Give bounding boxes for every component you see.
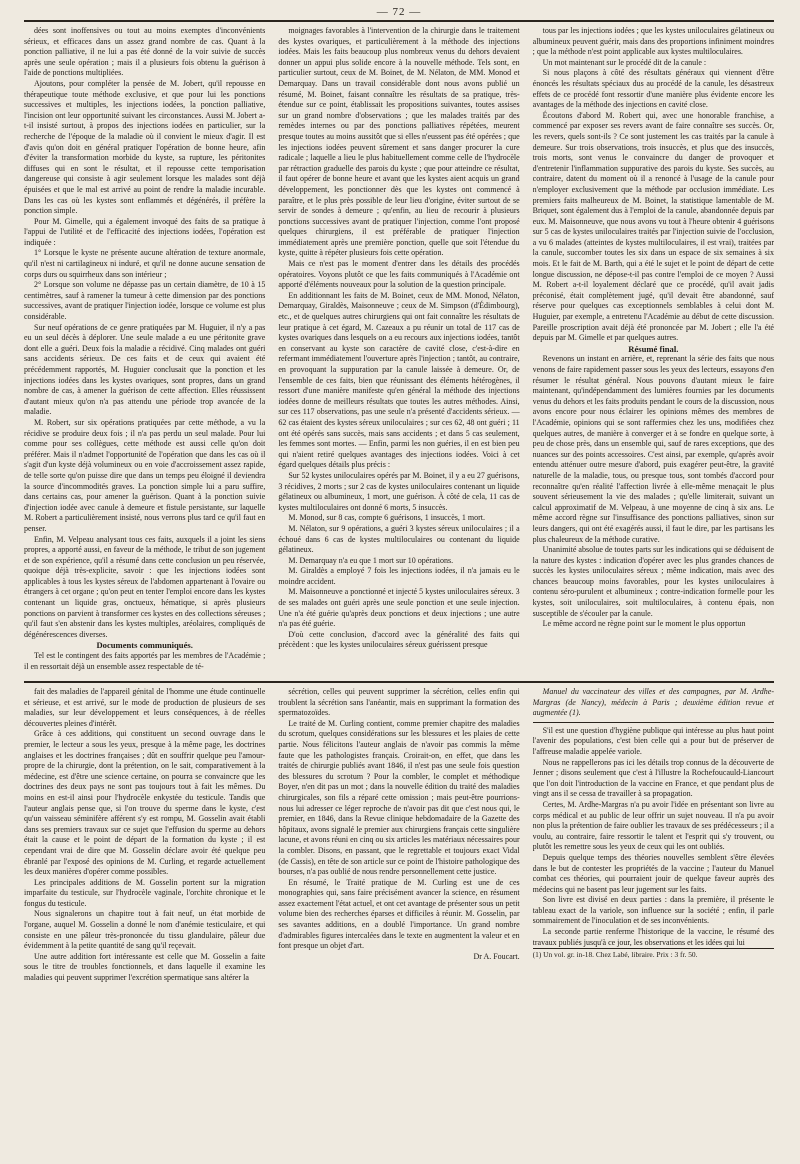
paragraph: Unanimité absolue de toutes parts sur les indications qui se déduisent de la nature des kystes : indication d'opérer avec les plus grandes chances de succès les kystes uniloculaires séreux ; même indication, mais avec des chances beaucoup moins favorables, pour les kystes uniloculaires à contenu séro-purulent et albumineux ; contre-indication formelle pour les kystes, soit uniloculaires, soit multiloculaires, à contenu épais, non susceptible de s'écouler par la canule. bbox=[532, 545, 774, 618]
paragraph: fait des maladies de l'appareil génital de l'homme une étude continuelle et sérieuse, et est arrivé, sur le mode de production de plusieurs de ses maladies, sur leur développement et leurs conséquences, à de réelles découvertes pleines d'intérêt. bbox=[24, 687, 266, 728]
paragraph: En résumé, le Traité pratique de M. Curling est une de ces monographies qui, sans faire précisément avancer la science, en résument assez exactement l'état actuel, et ont cet avantage de présenter sous un petit volume bien des recherches éparses et difficiles à réunir. M. Gosselin, par ses savantes additions, en a doublé l'importance. Un grand nombre d'admirables figures intercalées dans le texte en augmentent la valeur et en font presque un objet d'art. bbox=[278, 877, 520, 951]
paragraph: sécrétion, celles qui peuvent supprimer la sécrétion, celles enfin qui troublent la sécrétion sans l'anéantir, mais en supprimant la formation des spermatozoïdes. bbox=[278, 687, 520, 718]
bottom-column-3 bbox=[533, 687, 774, 1157]
paragraph: tous par les injections iodées ; que les kystes uniloculaires gélatineux ou albumineux peuvent guérir, mais dans des proportions infiniment moindres ; que la méthode n'est point applicable aux kystes multiloculaires. bbox=[532, 26, 774, 57]
paragraph: Écoutons d'abord M. Robert qui, avec une honorable franchise, a commencé par exposer ses revers avant de faire connaître ses succès. Or, les revers, quels sont-ils ? Ce sont justement les cas traités par la canule à demeure. Sur trois observations, trois insuccès, et plus que des insuccès, trois morts, sont venus le convaincre du danger de provoquer et d'entretenir l'inflammation suppurative des parois du kyste. Ses succès, au contraire, datent du moment où il a renoncé à l'usage de la canule pour n'employer exclusivement que la méthode par occlusion immédiate. Les premiers faits malheureux de M. Boinet, la statistique lamentable de M. Briquet, sont également dus à l'emploi de la canule, abandonnée depuis par eux. M. Maisonneuve, que nous avons vu tout à l'heure obtenir 4 guérisons sur 5 cas de kystes uniloculaires traités par l'injection suivie de l'occlusion, a vu 6 malades (atteintes de kystes multiloculaires, il est vrai), traitées par la canule, succomber toutes les six dans un espace de six semaines à six mois. Et le fait de M. Barth, qui a été le sujet et le point de départ de cette longue discussion, ne dépose-t-il pas contre l'emploi de ce moyen ? Aussi M. Robert a-t-il loyalement déclaré que ce procédé, qu'il avait jadis préconisé, était complètement jugé, qu'il devait être abandonné, sauf réserve pour quelques cas exceptionnels semblables à celui dont M. Huguier, par exemple, a entretenu l'Académie au début de cette discussion. Pareille proscription avait déjà été prononcée par M. Jobert ; elle l'a été depuis par M. Gimelle et par quelques autres. bbox=[532, 110, 774, 343]
paragraph: M. Maisonneuve a ponctionné et injecté 5 kystes uniloculaires séreux. 3 de ses malades ont guéri après une seule ponction et une seule injection. Une n'a été guérie qu'après deux ponctions et deux injections ; une autre n'a pas été guérie. bbox=[278, 587, 520, 629]
paragraph: Mais ce n'est pas le moment d'entrer dans les détails des procédés opératoires. Voyons plutôt ce que les faits communiqués à l'Académie ont apporté d'éléments nouveaux pour la solution de la question principale. bbox=[278, 259, 520, 290]
top-column-1 bbox=[24, 26, 265, 679]
paragraph: Le traité de M. Curling contient, comme premier chapitre des maladies du scrotum, quelques considérations sur les blessures et les plaies de cette partie. Nous félicitons l'auteur anglais de n'avoir pas commis la même faute que les pathologistes français. Croirait-on, en effet, que dans les traités de chirurgie publiés avant 1846, il n'est pas une seule fois question des blessures du scrotum ? Pour la combler, le complet et méthodique Boyer, n'en dit pas un mot ; dans la nouvelle édition du traité des maladies chirurgicales, son fils a réparé cette omission ; mais peut-être pourrions-nous lui adresser ce léger reproche de n'avoir pas dit que c'est nous qui, le premier, en 1846, dans la Revue clinique hebdomadaire de la Gazette des hôpitaux, avons signalé le premier aux chirurgiens français cette singulière lacune, et avons réuni en cinq ou six articles les matériaux nécessaires pour la combler. Disons, en passant, que le regrettable et toujours exact Vidal (de Cassis), en tête de son article sur ce point de l'histoire pathologique des bourses, n'a pas oublié de nous rendre personnellement cette justice. bbox=[278, 718, 520, 877]
section-rule bbox=[24, 681, 774, 683]
paragraph: Pour M. Gimelle, qui a également invoqué des faits de sa pratique à l'appui de l'utilité et de l'efficacité des injections iodées, l'opération est indiquée : bbox=[24, 216, 266, 247]
paragraph: Tel est le contingent des faits apportés par les membres de l'Académie ; il en ressortait déjà un ensemble assez respectable de té- bbox=[24, 651, 266, 671]
paragraph: Ajoutons, pour compléter la pensée de M. Jobert, qu'il repousse en thérapeutique toute méthode exclusive, et que pour lui les ponctions successives et multiples, les injections iodées, la ponction palliative, l'incision ont leur opportunité suivant les circonstances. Aussi M. Jobert a-t-il insisté surtout, à propos des injections iodées en particulier, sur la recherche de l'époque de la maladie où il convient le mieux d'agir. Il est d'avis qu'on doit en général pratiquer l'opération de bonne heure, afin d'éviter la transformation morbide du kyste, sa rupture, les péritonites diffuses qui en sont le résultat, et il repousse cette temporisation dangereuse qui consiste à agir seulement lorsque les malades sont déjà épuisées et que le mal est arrivé au point de rendre la maladie incurable. Dans les cas où les kystes sont enflammés et dégénérés, il préfère la ponction simple. bbox=[24, 78, 266, 216]
paragraph: Un mot maintenant sur le procédé dit de la canule : bbox=[542, 57, 707, 67]
top-section bbox=[24, 26, 774, 679]
paragraph: Son livre est divisé en deux parties : dans la première, il présente le tableau exact de la variole, son influence sur la société ; enfin, il parle sommairement de l'inoculation et de ses inconvénients. bbox=[532, 895, 774, 926]
paragraph: Depuis quelque temps des théories nouvelles semblent s'être élevées dans le but de contester les propriétés de la vaccine ; l'auteur du Manuel combat ces théories, qui pourraient jouir de quelque faveur auprès des médecins qui ne basent pas leur jugement sur les faits. bbox=[532, 852, 774, 894]
paragraph: Nous signalerons un chapitre tout à fait neuf, un état morbide de l'organe, auquel M. Gosselin a donné le nom d'anémie testiculaire, et qui consiste en une pâleur très-prononcée du tissu glandulaire, pâleur due évidemment à la petite quantité de sang qu'il reçevait. bbox=[24, 909, 266, 951]
section-heading: Documents communiqués. bbox=[96, 640, 193, 651]
section-heading: Résumé final. bbox=[628, 343, 679, 354]
paragraph: M. Demarquay n'a eu que 1 mort sur 10 opérations. bbox=[288, 555, 454, 565]
paragraph: Sur 52 kystes uniloculaires opérés par M. Boinet, il y a eu 27 guérisons, 3 récidives, 2 morts ; sur 2 cas de kystes uniloculaires contenant un liquide gélatineux ou albumineux, 1 mort, une guérison. À côté de cela, 11 cas de kystes multiloculaires ont donné 6 morts, 5 insuccès. bbox=[278, 470, 520, 512]
paragraph: Une autre addition fort intéressante est celle que M. Gosselin a faite sous le titre de troubles fonctionnels, et dans laquelle il examine les maladies qui peuvent supprimer l'excrétion spermatique sans altérer la bbox=[24, 951, 266, 983]
divider-rule bbox=[533, 722, 774, 723]
paragraph: dées sont inoffensives ou tout au moins exemptes d'inconvénients sérieux, et efficaces dans un assez grand nombre de cas. Quant à la ponction palliative, il ne lui a pas été donné de la voir suivie de succès après une seule opération ; mais il a plusieurs fois obtenu la guérison à l'aide de ponctions multipliées. bbox=[24, 26, 266, 78]
paragraph: Enfin, M. Velpeau analysant tous ces faits, auxquels il a joint les siens propres, a apporté aussi, en faveur de la méthode, le tribut de son jugement et de son expérience, qu'il a résumé dans cette conclusion un peu réservée, quoique déjà très-explicite, savoir : que les injections iodées sont applicables à tous les kystes séreux de l'abdomen appartenant à l'ovaire ou étrangers à cet organe ; qu'on peut en tenter l'emploi encore dans les kystes contenant un liquide gras, onctueux, hématique, si après plusieurs ponctions on parvient à transformer ces kystes en des collections séreuses ; qu'il faut s'en abstenir dans les kystes multiples, aréolaires, compliqués de dégénérescences diverses. bbox=[24, 534, 266, 639]
paragraph: M. Monod, sur 8 cas, compte 6 guérisons, 1 insuccès, 1 mort. bbox=[288, 513, 485, 523]
paragraph: D'où cette conclusion, d'accord avec la généralité des faits qui précèdent : que les kystes uniloculaires séreux guérissent presque bbox=[278, 629, 520, 650]
footnote: (1) Un vol. gr. in-18. Chez Labé, libraire. Prix : 3 fr. 50. bbox=[533, 948, 774, 961]
paragraph: Nous ne rappellerons pas ici les détails trop connus de la découverte de Jenner ; disons seulement que c'est à l'illustre la Rochefoucauld-Liancourt que l'on doit l'introduction de la vaccine en France, et que pendant plus de vingt ans il se cessa de travailler à sa propagation. bbox=[532, 757, 774, 799]
paragraph: 2° Lorsque son volume ne dépasse pas un certain diamètre, de 10 à 15 centimètres, sauf à ramener la tumeur à cette dimension par des ponctions successives, avant de pratiquer l'injection iodée, lorsque ce volume est plus considérable. bbox=[24, 280, 266, 322]
paragraph: M. Robert, sur six opérations pratiquées par cette méthode, a vu la récidive se produire deux fois ; il n'a pas perdu un seul malade. Pour lui comme pour ses collègues, cette méthode est aussi celle qu'on doit préférer. Mais il n'admet l'opportunité de l'opération que dans les cas où il s'agit d'un kyste déjà volumineux ou en voie d'accroissement assez rapide, de telle sorte qu'on puisse dire que dans un temps peu éloigné il deviendra la source d'incommodités graves. La ponction simple lui a paru suffire, dans certains cas, pour amener la guérison. Quant à la ponction suivie d'injection iodée avec canule à demeure et fistule persistante, sur laquelle M. Robert a particulièrement insisté, nous verrons plus tard ce qu'il faut en penser. bbox=[24, 417, 266, 533]
header-rule bbox=[24, 20, 774, 22]
paragraph: S'il est une question d'hygiène publique qui intéresse au plus haut point l'avenir des populations, c'est bien celle qui a pour but de préserver de l'affreuse maladie appelée variole. bbox=[532, 725, 774, 756]
paragraph: moignages favorables à l'intervention de la chirurgie dans le traitement des kystes ovariques, et particulièrement à la méthode des injections iodées. Mais les faits beaucoup plus nombreux venus du dehors devaient donner un appui plus solide encore à la nouvelle méthode. Tels sont, en particulier surtout, ceux de M. Boinet, de M. Nélaton, de MM. Monod et Demarquay. Dans un travail considérable dont nous avons publié un résumé, M. Boinet, faisant connaître les résultats de sa pratique, très-étendue sur ce point, établissait les propositions suivantes, toutes assises sur un grand nombre d'observations ; que les malades traités par des remèdes internes ou par des ponctions palliatives répétées, meurent presque toutes au moins aussitôt que si elles n'eussent pas été opérées ; que les injections iodées peuvent sûrement et sans danger procurer la cure radicale ; laquelle a lieu le plus habituellement comme celle de l'hydrocèle par rétraction graduelle des parois du kyste ; que pour atteindre ce résultat, il faut opérer de bonne heure et avant que les kystes aient acquis un grand développement, les ponctionner dès que les kystes ont commencé à paraître, et le plus près possible de leur lieu d'origine, éviter surtout de se servir de sondes à demeure ; qu'enfin, au lieu de recourir à plusieurs ponctions successives avant de pratiquer l'injection, comme l'ont proposé quelques chirurgiens, il est préférable de pratiquer l'injection immédiatement après une première ponction, quelle que soit l'étendue du kyste, quitte à répéter plusieurs fois cette opération. bbox=[278, 26, 520, 258]
paragraph: En additionnant les faits de M. Boinet, ceux de MM. Monod, Nélaton, Demarquay, Giraldès, Maisonneuve ; ceux de M. Simpson (d'Édimbourg), etc., et de quelques autres chirurgiens qui ont fait connaître les résultats de leur pratique à cet égard, M. Cazeaux a pu réunir un total de 117 cas de kystes ovariques dans lesquels on a eu recours aux injections iodées, tantôt en conservant au kyste son caractère de cavité close, c'est-à-dire en refermant immédiatement l'ouverture après l'injection ; tantôt, au contraire, en provoquant la suppuration par la canule laissée à demeure. Or, de l'ensemble de ces faits, bien que réunissant des éléments hétérogènes, il ressort d'une manière manifeste qu'en général la méthode des injections iodées donne de meilleurs résultats que toutes les autres méthodes. Ainsi, sur ces 117 observations, pas une seule n'a présenté d'accidents sérieux. — 62 cas étaient des kystes séreux uniloculaires ; sur ces 62, 48 ont guéri ; 11 ont été opérés sans succès, mais sans accidents ; et dans 5 cas seulement, les femmes sont mortes. — Enfin, parmi les non guéries, il en est bien peu qui n'aient retiré quelques avantages des injections iodées. Voici à cet égard quelques détails plus précis : bbox=[278, 290, 520, 470]
author-signature: Dr A. Foucart. bbox=[473, 951, 520, 961]
paragraph: M. Giraldès a employé 7 fois les injections iodées, il n'a jamais eu le moindre accident. bbox=[278, 566, 520, 586]
bottom-column-1 bbox=[24, 687, 265, 1157]
paragraph: Manuel du vaccinateur des villes et des campagnes, par M. Ardhe-Margras (de Nancy), médecin à Paris ; deuxième édition revue et augmentée (1). bbox=[532, 687, 774, 718]
paragraph: Grâce à ces additions, qui constituent un second ouvrage dans le premier, le lecteur a sous les yeux, presque à la même page, les doctrines anglaises et les doctrines françaises ; dût en souffrir quelque peu l'amour-propre de la chirurgie, dont la prétention, on le sait, comparativement à la médecine, est d'être une science certaine, on pourra se convaincre que les doctrines des deux pays ne sont pas toujours tout à fait les mêmes. Du moins en est-il ainsi pour l'hydrocèle enkystée du testicule. Tandis que l'auteur anglais pense que, si l'on trouve du sperme dans le kyste, c'est qu'un vaisseau séminifère afférent s'y est rompu, M. Gosselin avait établi dans ses premiers travaux sur ce sujet que l'effusion du sperme au dehors était la cause et le point de départ de la formation du kyste ; il est cependant vrai de dire que M. Gosselin déclare avoir été quelque peu ébranlé par l'exposé des opinions de M. Curling, et regarde actuellement les deux manières d'opérer comme possibles. bbox=[24, 729, 266, 877]
page-number: — 72 — bbox=[376, 6, 422, 18]
paragraph: Certes, M. Ardhe-Margras n'a pu avoir l'idée en présentant son livre au corps médical et au public de leur offrir un sujet nouveau. Il n'a pu avoir non plus la prétention de faire oublier les travaux de ses prédécesseurs ; il a voulu, au contraire, faire ressortir le talent et l'esprit qui s'y trouvent, ou plutôt les remettre sous les yeux de ceux qui les ont oubliés. bbox=[532, 799, 774, 852]
paragraph: Si nous plaçons à côté des résultats généraux qui viennent d'être énoncés les résultats spéciaux dus au procédé de la canule, les désastreux effets de ce procédé font ressortir d'une manière plus évidente encore les avantages de la méthode des injections en cavité close. bbox=[532, 68, 774, 110]
top-column-2 bbox=[278, 26, 519, 679]
top-column-3 bbox=[533, 26, 774, 679]
paragraph: Sur neuf opérations de ce genre pratiquées par M. Huguier, il n'y a pas eu un seul décès à déplorer. Une seule malade a eu une péritonite grave dont elle a guéri. Deux fois la maladie a récidivé. Cinq malades ont guéri sans accidents sérieux. De ces faits et de ceux qui avaient été précédemment rapportés, M. Huguier conclusait que la ponction et les injections iodées dans les kystes ovariques, sont propres, dans un grand nombre de cas, à amener la guérison de cette affection. Elles réussissent d'autant mieux qu'on n'a pas attendu une période trop avancée de la maladie. bbox=[24, 322, 266, 417]
paragraph: Le même accord ne règne point sur le moment le plus opportun bbox=[542, 619, 746, 629]
bottom-column-2 bbox=[278, 687, 519, 1157]
bottom-section bbox=[24, 687, 774, 1157]
paragraph: 1° Lorsque le kyste ne présente aucune altération de texture anormale, qu'il n'est ni cartilagineux ni induré, et qu'il ne donne aucune sensation de corps durs ou squirrheux dans son intérieur ; bbox=[24, 248, 266, 279]
paragraph: La seconde partie renferme l'historique de la vaccine, le résumé des travaux publiés jusqu'à ce jour, les observations et les idées qui lui bbox=[532, 927, 774, 947]
paragraph: M. Nélaton, sur 9 opérations, a guéri 3 kystes séreux uniloculaires ; il a échoué dans 6 cas de kystes multiloculaires ou contenant du liquide gélatineux. bbox=[278, 523, 520, 555]
paragraph: Revenons un instant en arrière, et, reprenant la série des faits que nous venons de faire rapidement passer sous les yeux des lecteurs, essayons d'en résumer le résultat général. Nous pouvons d'autant mieux le faire maintenant, qu'indépendamment des lumières fournies par les documents venus du dehors et les faits produits pendant le cours de la discussion, nous avons encore pour nous éclairer les opinions mêmes des membres de l'Académie, opinions qui se sont raffermies chez les uns, modifiées chez quelques autres, de manière à converger et à se fondre en quelque sorte, à peu de chose près, dans un ensemble qui, sauf de rares exceptions, que des nuances sur des points accessoires. C'est ainsi, par exemple, qu'après avoir entendu atténuer outre mesure d'abord, puis exagérer peut-être, la gravité naturelle de la maladie, tous, ou presque tous, sont tombés d'accord pour reconnaître qu'en réalité l'affection livrée à elle-même menaçait le plus souvent sérieusement la vie des malades ; qu'elle limiterait, suivant un calcul approximatif de M. Velpeau, à une moyenne de cinq à six ans. Le même accord règne sur l'insuffisance des ponctions palliatives, sinon sur leurs dangers, qui ont été exagérés aussi, il faut le dire, par les partisans les plus chaleureux de la méthode curative. bbox=[532, 354, 774, 544]
paragraph: Les principales additions de M. Gosselin portent sur la migration imparfaite du testicule, sur l'hydrocèle vaginale, l'orchite chronique et le fongus du testicule. bbox=[24, 877, 266, 908]
